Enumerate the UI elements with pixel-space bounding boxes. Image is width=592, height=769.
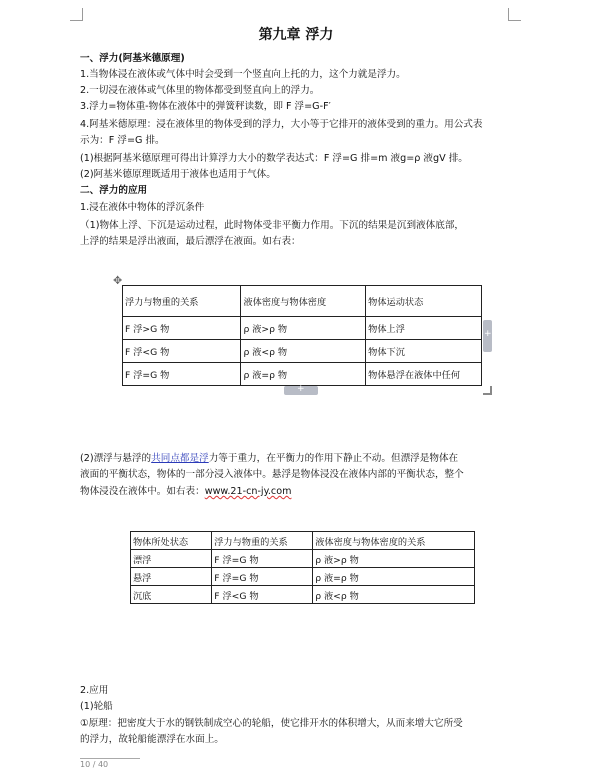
table-header-cell: 液体密度与物体密度的关系: [313, 532, 475, 550]
buoyancy-conditions-table: [122, 285, 482, 386]
sec1-line-4b: 示为：F 浮=G 排。: [80, 135, 165, 146]
table-cell: ρ 液>ρ 物: [241, 317, 366, 340]
sec3-line-3: ①原理：把密度大于水的钢铁制成空心的轮船，使它排开水的体积增大，从而来增大它所受: [80, 718, 463, 729]
table-cell: ρ 液<ρ 物: [313, 586, 475, 604]
sec1-line-4a: 4.阿基米德原理：浸在液体里的物体受到的浮力，大小等于它排开的液体受到的重力。用公式表: [80, 119, 483, 130]
para2-line-3: [80, 485, 291, 499]
sec2-line-1: 1.浸在液体中物体的浮沉条件: [80, 202, 205, 213]
table-cell: F 浮=G 物: [212, 550, 313, 568]
table-cell: ρ 液<ρ 物: [241, 340, 366, 363]
table-cell: ρ 液=ρ 物: [241, 363, 366, 386]
table-header-row: [131, 532, 475, 550]
table-row: [123, 340, 482, 363]
table-cell: F 浮<G 物: [212, 586, 313, 604]
sec1-line-5: (1)根据阿基米德原理可得出计算浮力大小的数学表达式：F 浮=G 排=m 液g=ρ 液gV 排。: [80, 153, 468, 164]
table-cell: 物体上浮: [366, 317, 482, 340]
table-cell: F 浮>G 物: [123, 317, 241, 340]
table-header-row: [123, 286, 482, 317]
table-row: [131, 550, 475, 568]
sec3-line-4: 的浮力，故轮船能漂浮在水面上。: [80, 734, 224, 745]
sec3-line-2: (1)轮船: [80, 701, 113, 712]
table-cell: 物体悬浮在液体中任何: [366, 363, 482, 386]
plus-icon: +: [297, 384, 305, 394]
table-cell: F 浮=G 物: [123, 363, 241, 386]
footer-divider: [80, 758, 140, 759]
table-header-cell: 浮力与物重的关系: [212, 532, 313, 550]
sec3-line-1: 2.应用: [80, 685, 109, 696]
table-row: [131, 586, 475, 604]
table-cell: 悬浮: [131, 568, 212, 586]
sec1-line-3: 3.浮力=物体重-物体在液体中的弹簧秤读数，即 F 浮=G-F′: [80, 101, 331, 112]
sec1-line-6: (2)阿基米德原理既适用于液体也适用于气体。: [80, 169, 276, 180]
table-cell: F 浮=G 物: [212, 568, 313, 586]
para2-line-1: [80, 452, 458, 466]
table-cell: 沉底: [131, 586, 212, 604]
table-header-cell: 液体密度与物体密度: [241, 286, 366, 317]
page-number: 10 / 40: [80, 760, 109, 769]
table-cell: 物体下沉: [366, 340, 482, 363]
table-cell: F 浮<G 物: [123, 340, 241, 363]
hyperlink[interactable]: 共同点都是浮: [151, 453, 209, 464]
table-cell: 漂浮: [131, 550, 212, 568]
plus-icon: +: [484, 329, 492, 339]
table-row: [123, 317, 482, 340]
sec1-line-1: 1.当物体浸在液体或气体中时会受到一个竖直向上托的力，这个力就是浮力。: [80, 69, 406, 80]
para2-text: 力等于重力，在平衡力的作用下静止不动。但漂浮是物体在: [208, 453, 459, 464]
section2-heading: 二、浮力的应用: [80, 185, 148, 196]
table-row: [123, 363, 482, 386]
source-url: www.21-cn-jy.com: [204, 486, 292, 497]
table-header-cell: 物体运动状态: [366, 286, 482, 317]
para2-line-2: 液面的平衡状态，物体的一部分浸入液体中。悬浮是物体浸没在液体内部的平衡状态，整个: [80, 469, 464, 480]
chapter-title: 第九章 浮力: [258, 27, 334, 43]
table-row: [131, 568, 475, 586]
sec2-line-2: （1)物体上浮、下沉是运动过程，此时物体受非平衡力作用。下沉的结果是沉到液体底部，: [80, 220, 465, 231]
section1-heading: 一、浮力(阿基米德原理): [80, 53, 185, 64]
table-header-cell: 浮力与物重的关系: [123, 286, 241, 317]
sec1-line-2: 2.一切浸在液体或气体里的物体都受到竖直向上的浮力。: [80, 85, 320, 96]
crop-mark-top-left: [70, 8, 83, 21]
floating-states-table: [130, 531, 475, 604]
crop-mark-top-right: [508, 8, 521, 21]
para2-text: 物体浸没在液体中。如右表：: [80, 486, 205, 497]
para2-text: (2)漂浮与悬浮的: [80, 453, 152, 464]
table-cell: ρ 液=ρ 物: [313, 568, 475, 586]
table-header-cell: 物体所处状态: [131, 532, 212, 550]
resize-handle-icon[interactable]: [483, 386, 492, 395]
table-cell: ρ 液>ρ 物: [313, 550, 475, 568]
sec2-line-3: 上浮的结果是浮出液面，最后漂浮在液面。如右表：: [80, 236, 301, 247]
table-move-handle-icon[interactable]: ✥: [113, 274, 123, 287]
